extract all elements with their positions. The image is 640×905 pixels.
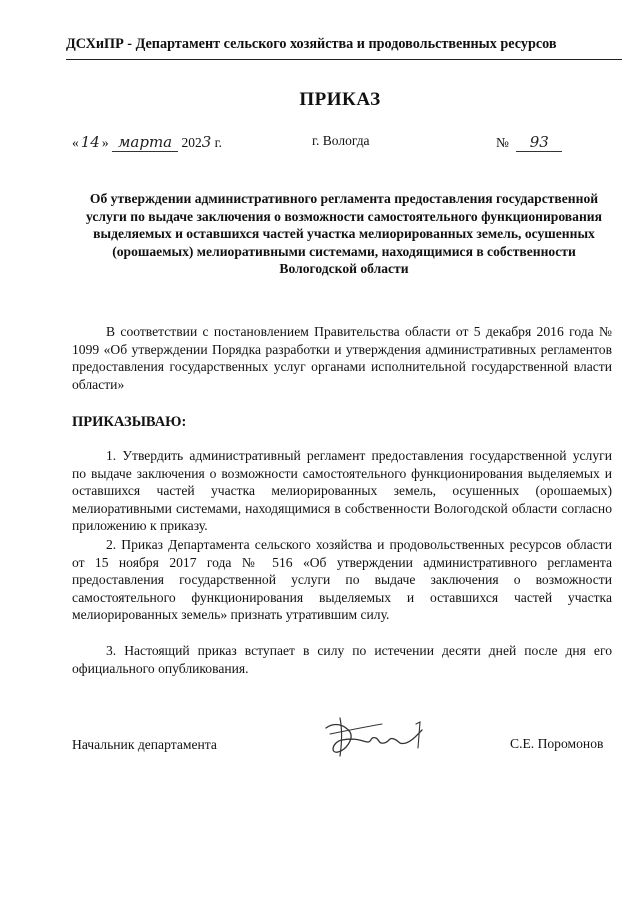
number-label: № — [496, 135, 509, 150]
date-day: 14 — [80, 133, 100, 151]
preamble-paragraph: В соответствии с постановлением Правительства области от 5 декабря 2016 года № 1099 «Об утверждении Порядка разработки и утверждения административных регламентов предоставления государственных услуг органами исполнительной государственной власти области» — [72, 324, 612, 392]
date-open-quote: « — [72, 135, 79, 150]
organization-header: ДСХиПР - Департамент сельского хозяйства и продовольственных ресурсов — [66, 36, 557, 52]
document-subject: Об утверждении административного регламента предоставления государственной услуги по выдаче заключения о возможности самостоятельного функционирования выделяемых и оставшихся частей участка мелиорированных земель, осушенных (орошаемых) мелиоративными системами, находящимися в собственности Вологодской области — [86, 191, 602, 277]
document-date — [72, 133, 222, 151]
date-close-quote: » — [101, 135, 109, 150]
order-item-1: 1. Утвердить административный регламент предоставления государственной услуги по выдаче заключения о возможности самостоятельного функционирования выделяемых и оставшихся частей участка мелиорированных земель, осушенных (орошаемых) мелиоративными системами, находящимися в собственности Вологодской области согласно приложению к приказу. — [72, 448, 612, 533]
document-title: ПРИКАЗ — [299, 89, 381, 110]
date-suffix: г. — [211, 135, 223, 150]
handwritten-signature — [320, 712, 426, 760]
order-item-3: 3. Настоящий приказ вступает в силу по истечении десяти дней после дня его официального опубликования. — [72, 643, 612, 676]
date-year-prefix: 202 — [181, 135, 202, 150]
document-number — [496, 133, 562, 152]
date-year-suffix: 3 — [201, 133, 212, 151]
signatory-position: Начальник департамента — [72, 737, 217, 752]
header-divider — [66, 59, 622, 60]
signatory-name: С.Е. Поромонов — [510, 736, 604, 751]
order-item-2: 2. Приказ Департамента сельского хозяйства и продовольственных ресурсов области от 15 ноября 2017 года № 516 «Об утверждении административного регламента предоставления государственной услуги по выдаче заключения о возможности самостоятельного функционирования выделяемых и оставшихся частей участка мелиорированных земель» признать утратившим силу. — [72, 537, 612, 622]
document-city: г. Вологда — [312, 133, 370, 148]
order-heading: ПРИКАЗЫВАЮ: — [72, 414, 187, 430]
number-value: 93 — [516, 133, 562, 152]
date-month: марта — [112, 133, 178, 152]
